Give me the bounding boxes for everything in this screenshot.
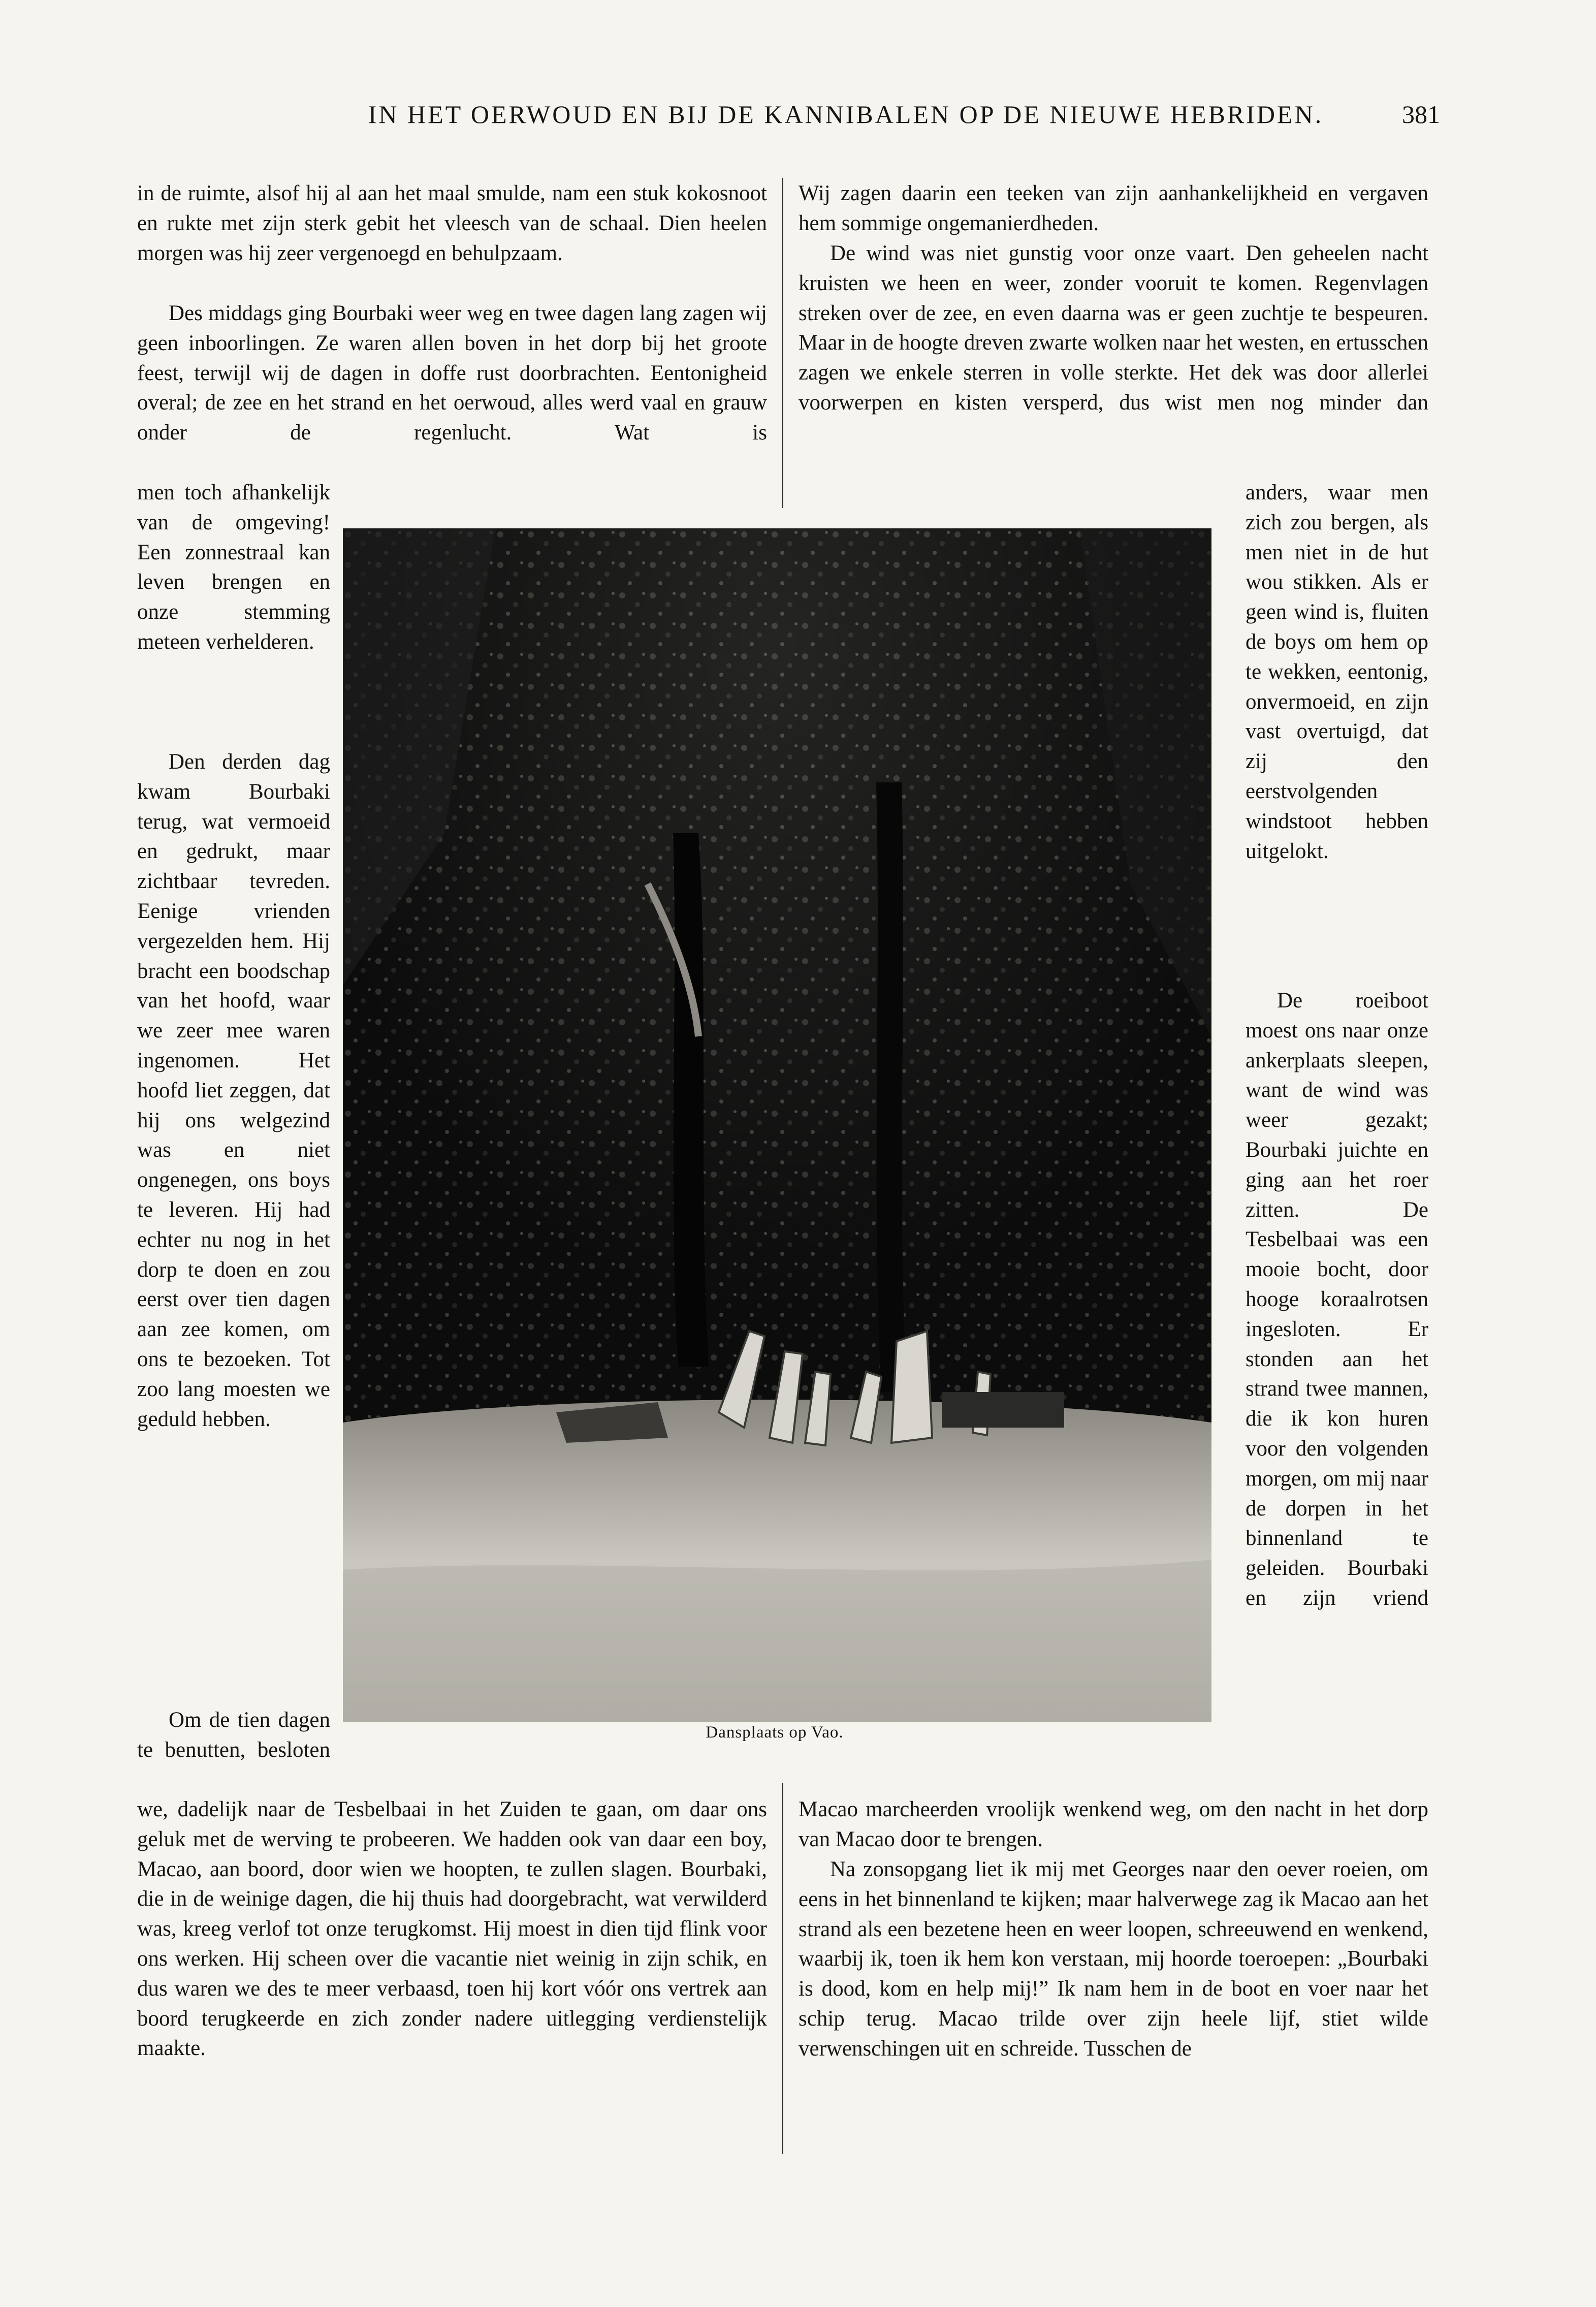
left-bottom-paragraph: we, dadelijk naar de Tesbelbaai in het Zuiden te gaan, om daar ons geluk met de werving te probeeren. We hadden ook van daar een boy, Macao, aan boord, door wien we hoopten, te zullen slagen. Bourbaki, die in de weinige dagen, die hij thuis had doorgebracht, wat verwilderd was, kreeg verlof tot onze terugkomst. Hij moest in dien tijd flink voor ons werken. Hij scheen over die vacantie niet weinig in zijn schik, en dus waren we des te meer verbaasd, toen hij kort vóór ons vertrek aan boord terugkeerde en zich zonder nadere uitlegging verdienstelijk maakte. [137,1797,767,2061]
column-rule-bottom [782,1783,783,2154]
running-header: IN HET OERWOUD EN BIJ DE KANNIBALEN OP DE NIEUWE HEBRIDEN. [368,100,1324,129]
right-bottom-paragraph-1: Macao marcheerden vroolijk wenkend weg, om den nacht in het dorp van Macao door te brengen. [799,1797,1428,1851]
page-number: 381 [1402,100,1440,129]
figure-caption: Dansplaats op Vao. [706,1723,844,1742]
left-top-paragraph-2: Des middags ging Bourbaki weer weg en twee dagen lang zagen wij geen inboorlingen. Ze waren allen boven in het dorp bij het groote feest, terwijl wij de dagen in doffe rust doorbrachten. Eentonigheid overal; de zee en het strand en het oerwoud, alles werd vaal en grauw onder de regenlucht. Wat is [137,301,767,445]
left-narrow-paragraph-1: men toch afhankelijk van de omgeving! Een zonnestraal kan leven brengen en onze stemming meteen verhelderen. [137,481,330,654]
right-narrow-paragraph-2: De roeiboot moest ons naar onze ankerplaats sleepen, want de wind was weer gezakt; Bourbaki juichte en ging aan het roer zitten. De Tesbelbaai was een mooie bocht, door hooge koraalrotsen ingesloten. Er stonden aan het strand twee mannen, die ik kon huren voor den volgenden morgen, om mij naar de dorpen in het binnenland te geleiden. Bourbaki en zijn vriend [1246,989,1428,1610]
right-top-paragraph-1: Wij zagen daarin een teeken van zijn aanhankelijkheid en vergaven hem sommige ongemanierdheden. [799,181,1428,235]
left-narrow-paragraph-3: Om de tien dagen te benutten, besloten [137,1708,330,1762]
left-top-paragraph-1: in de ruimte, alsof hij al aan het maal smulde, nam een stuk kokosnoot en rukte met zijn sterk gebit het vleesch van de schaal. Dien heelen morgen was hij zeer vergenoegd en behulpzaam. [137,181,767,265]
right-narrow-paragraph-1: anders, waar men zich zou bergen, als men niet in de hut wou stikken. Als er geen wind is, fluiten de boys om hem op te wekken, eentonig, onvermoeid, en zijn vast overtuigd, dat zij den eerstvolgenden windstoot hebben uitgelokt. [1246,481,1428,863]
right-bottom-paragraph-2: Na zonsopgang liet ik mij met Georges naar den oever roeien, om eens in het binnenland te kijken; maar halverwege zag ik Macao aan het strand als een bezetene heen en weer loopen, schreeuwend en wenkend, waarbij ik, toen ik hem kon verstaan, mij hoorde toeroepen: „Bourbaki is dood, kom en help mij!” Ik nam hem in de boot en voer naar het schip terug. Macao trilde over zijn heele lijf, stiet wilde verwenschingen uit en schreide. Tusschen de [799,1857,1428,2061]
left-narrow-paragraph-2: Den derden dag kwam Bourbaki terug, wat vermoeid en gedrukt, maar zichtbaar tevreden. Eenige vrienden vergezelden hem. Hij bracht een boodschap van het hoofd, waar we zeer mee waren ingenomen. Het hoofd liet zeggen, dat hij ons welgezind was en niet ongenegen, ons boys te leveren. Hij had echter nu nog in het dorp te doen en zou eerst over tien dagen aan zee komen, om ons te bezoeken. Tot zoo lang moesten we geduld hebben. [137,750,330,1431]
right-top-paragraph-2: De wind was niet gunstig voor onze vaart. Den geheelen nacht kruisten we heen en weer, zonder vooruit te komen. Regenvlagen streken over de zee, en even daarna was er geen zuchtje te bespeuren. Maar in de hoogte dreven zwarte wolken naar het westen, en ertusschen zagen we enkele sterren in volle sterkte. Het dek was door allerlei voorwerpen en kisten versperd, dus wist men nog minder dan [799,241,1428,415]
photo-illustration [343,528,1211,1722]
column-rule-top [782,178,783,508]
dance-ground-photograph [343,528,1211,1722]
